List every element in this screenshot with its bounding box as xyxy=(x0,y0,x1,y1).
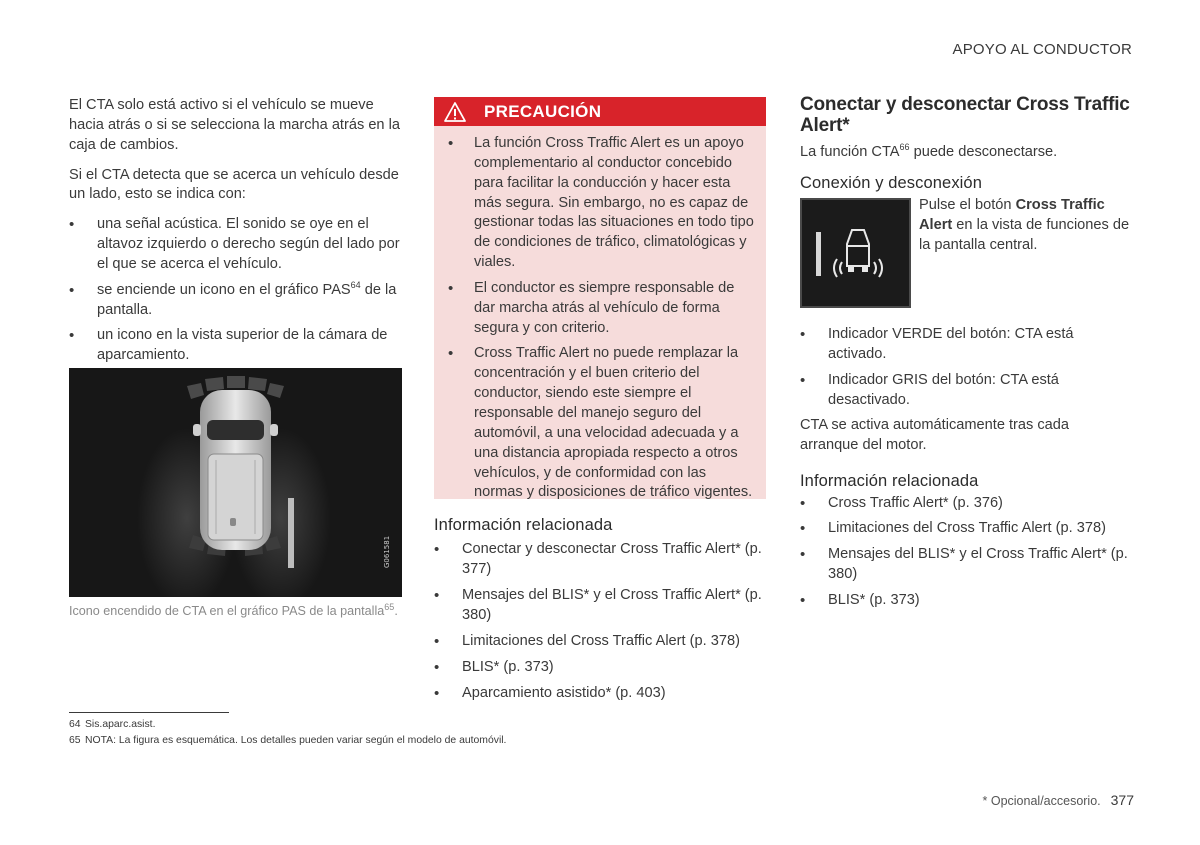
related-link[interactable]: • Mensajes del BLIS* y el Cross Traffic Alert* (p. 380) xyxy=(800,545,1130,585)
footnotes xyxy=(69,717,506,748)
image-caption: Icono encendido de CTA en el gráfico PAS de la pantalla$^{65}$. xyxy=(69,602,398,618)
footnote: 64 Sis.aparc.asist. xyxy=(69,719,156,730)
section-title: Conectar y desconectar Cross Traffic Alert* xyxy=(800,94,1130,137)
caution-header xyxy=(434,97,766,126)
indicator-bar xyxy=(816,232,821,276)
page-number: 377 xyxy=(1110,792,1134,808)
footnote: 65 NOTA: La figura es esquemática. Los detalles pueden variar según el modelo de automóvil. xyxy=(69,734,507,746)
auto-activation-text: CTA se activa automáticamente tras cada arranque del motor. xyxy=(800,417,1070,454)
caution-box xyxy=(434,97,766,499)
list-item: • una señal acústica. El sonido se oye en el altavoz izquierdo o derecho según del lado por el que se acerca el vehículo. xyxy=(69,215,401,275)
page-footer xyxy=(983,791,1134,810)
related-heading: Información relacionada xyxy=(800,472,979,491)
warning-triangle-icon xyxy=(444,102,466,122)
cta-button-image xyxy=(800,198,911,308)
list-item: • La función Cross Traffic Alert es un apoyo complementario al conductor concebido para facilitar la conducción y hacer esta más segura. Sin embargo, no es capaz de gestionar todas las situaciones en todo tipo de condiciones de tráfico, climatológicas y viales. xyxy=(448,134,756,273)
car-radar-icon xyxy=(834,230,882,277)
related-link[interactable]: • Conectar y desconectar Cross Traffic Alert* (p. 377) xyxy=(434,540,766,580)
footnote-divider xyxy=(69,712,229,713)
caution-list xyxy=(434,126,766,503)
indication-list xyxy=(69,215,401,366)
intro-text: La función CTA$^{66}$ puede desconectarse. xyxy=(800,141,1058,160)
related-heading: Información relacionada xyxy=(434,516,613,534)
list-item: • Indicador VERDE del botón: CTA está activado. xyxy=(800,325,1130,365)
caution-title: PRECAUCIÓN xyxy=(484,101,602,121)
related-link[interactable]: • Cross Traffic Alert* (p. 376) xyxy=(800,494,1130,514)
footnote-ref: 66 xyxy=(899,141,910,152)
optional-note: * Opcional/accesorio. xyxy=(982,794,1101,808)
related-list xyxy=(434,540,766,703)
paragraph-cta-active: El CTA solo está activo si el vehículo se mueve hacia atrás o si se selecciona la marcha atrás en la caja de cambios. xyxy=(69,97,400,153)
list-item: • El conductor es siempre responsable de dar marcha atrás al vehículo de forma segura y con criterio. xyxy=(448,279,756,339)
related-link[interactable]: • BLIS* (p. 373) xyxy=(800,591,1130,611)
paragraph-cta-detects: Si el CTA detecta que se acerca un vehículo desde un lado, esto se indica con: xyxy=(69,166,399,203)
column-left xyxy=(69,96,401,372)
list-item: • Cross Traffic Alert no puede remplazar la concentración y el buen criterio del conductor, siendo este siempre el responsable del manejo seguro del automóvil, a una velocidad adecuada y a una distancia apropiada respecto a otros vehículos, y de conformidad con las normas y disposiciones de tráfico vigentes. xyxy=(448,344,756,503)
sub-heading: Conexión y desconexión xyxy=(800,174,982,193)
image-code: G061581 xyxy=(383,535,391,568)
related-link[interactable]: • Limitaciones del Cross Traffic Alert (p. 378) xyxy=(800,519,1130,539)
related-list xyxy=(800,494,1130,611)
list-item: • Indicador GRIS del botón: CTA está desactivado. xyxy=(800,371,1130,411)
pas-graphic-image xyxy=(69,368,402,597)
indicator-list xyxy=(800,325,1130,410)
related-link[interactable]: • Aparcamiento asistido* (p. 403) xyxy=(434,684,766,704)
column-right xyxy=(800,94,1130,199)
footnote-ref: 64 xyxy=(350,279,361,290)
footnote-ref: 65 xyxy=(384,602,395,612)
list-item: • se enciende un icono en el gráfico PAS$^{64}$ de la pantalla. xyxy=(69,281,401,321)
related-link[interactable]: • Limitaciones del Cross Traffic Alert (p. 378) xyxy=(434,632,766,652)
press-instruction: Pulse el botón Cross Traffic Alert en la vista de funciones de la pantalla central. xyxy=(919,197,1130,253)
list-item: • un icono en la vista superior de la cámara de aparcamiento. xyxy=(69,326,401,366)
car-top-view xyxy=(193,390,278,550)
column-right-lower xyxy=(800,325,1130,617)
related-link[interactable]: • Mensajes del BLIS* y el Cross Traffic Alert* (p. 380) xyxy=(434,586,766,626)
related-info-middle xyxy=(434,514,766,709)
section-header: APOYO AL CONDUCTOR xyxy=(952,41,1132,58)
related-link[interactable]: • BLIS* (p. 373) xyxy=(434,658,766,678)
